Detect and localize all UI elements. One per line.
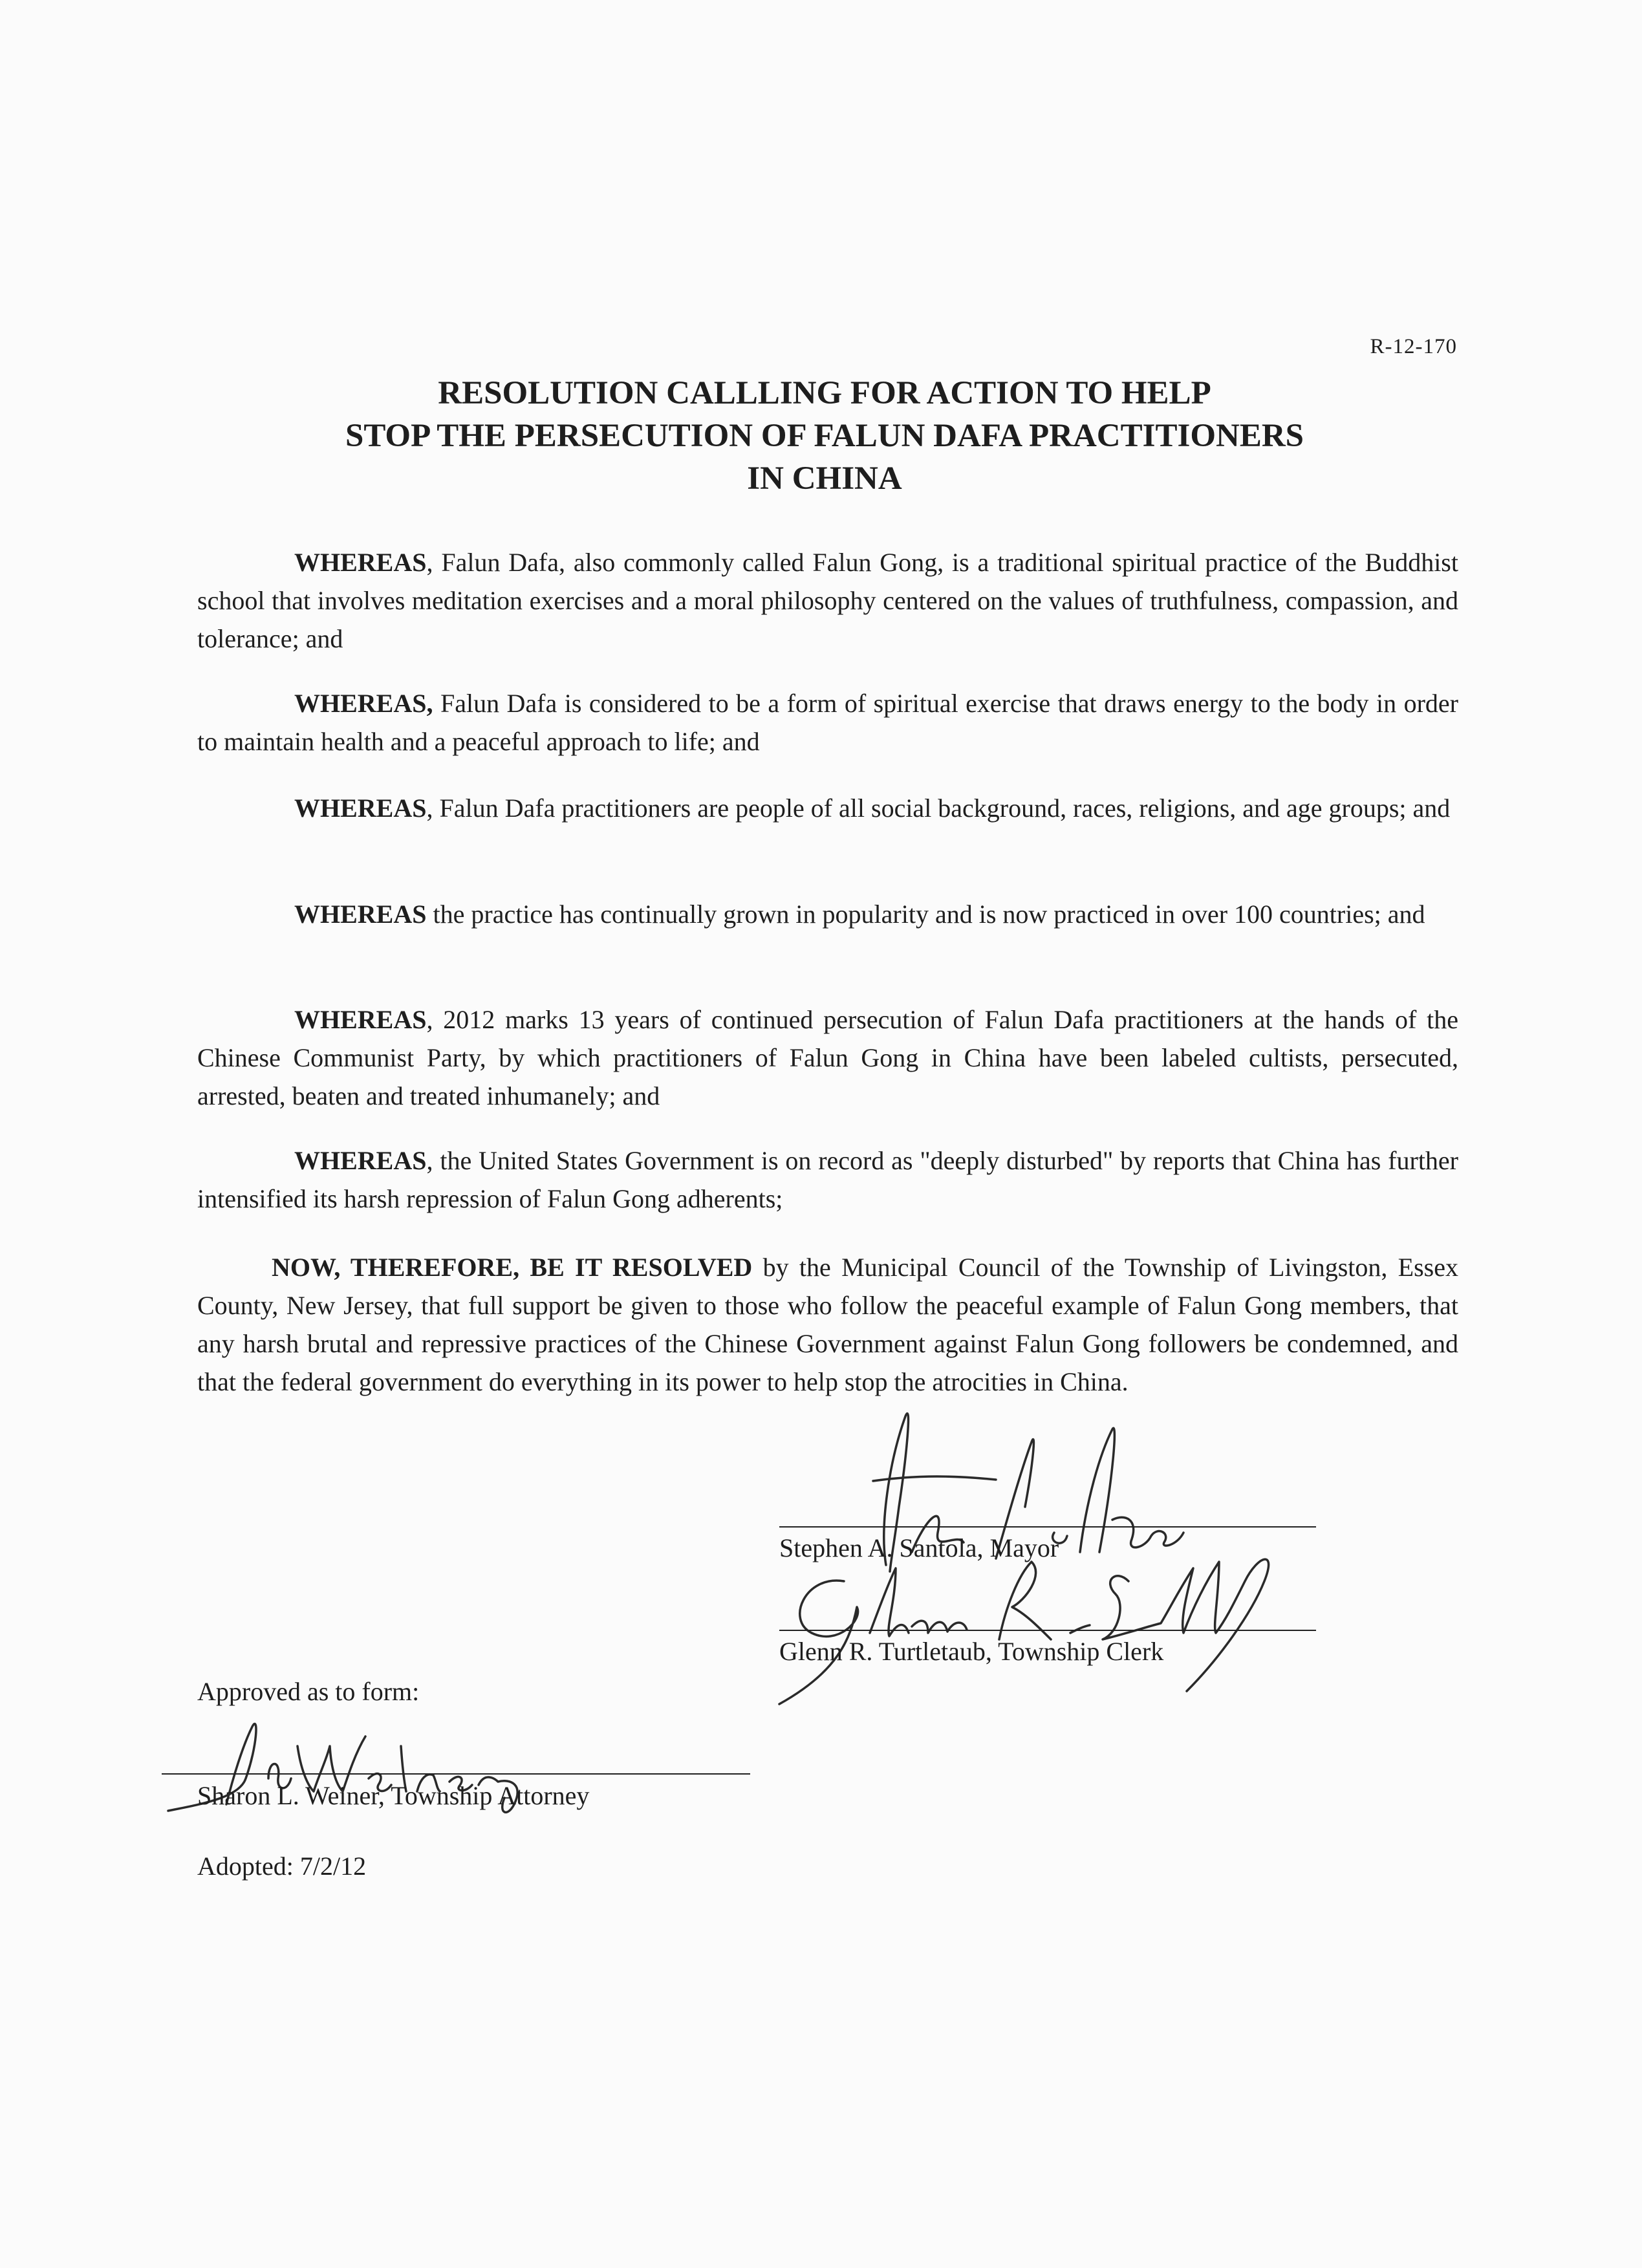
adopted-date: Adopted: 7/2/12 — [197, 1852, 367, 1881]
whereas-paragraph-1: WHEREAS, Falun Dafa, also commonly called Falun Gong, is a traditional spiritual practice of the Buddhist school that involves meditation exercises and a moral philosophy centered on the values of truthfulness, compassion, and tolerance; and — [197, 548, 1458, 653]
attorney-name: Sharon L. Weiner, Township Attorney — [197, 1781, 590, 1810]
clerk-name: Glenn R. Turtletaub, Township Clerk — [779, 1637, 1164, 1666]
title-line: IN CHINA — [747, 460, 902, 497]
whereas-paragraph-3: WHEREAS, Falun Dafa practitioners are people of all social background, races, religions, and age groups; and — [294, 794, 1451, 823]
approved-label: Approved as to form: — [197, 1677, 420, 1706]
whereas-paragraph-6: WHEREAS, the United States Government is on record as "deeply disturbed" by reports that China has further intensified its harsh repression of Falun Gong adherents; — [197, 1146, 1458, 1213]
whereas-paragraph-2: WHEREAS, Falun Dafa is considered to be a form of spiritual exercise that draws energy to the body in order to maintain health and a peaceful approach to life; and — [197, 689, 1458, 756]
resolution-title — [194, 372, 1455, 500]
title-line: STOP THE PERSECUTION OF FALUN DAFA PRACTITIONERS — [345, 418, 1304, 454]
whereas-paragraph-4: WHEREAS the practice has continually grown in popularity and is now practiced in over 100 countries; and — [294, 900, 1425, 929]
mayor-signature-line — [779, 1526, 1316, 1528]
title-line: RESOLUTION CALLLING FOR ACTION TO HELP — [438, 375, 1211, 411]
mayor-name: Stephen A. Santola, Mayor — [779, 1533, 1059, 1562]
document-number: R-12-170 — [1370, 335, 1457, 358]
clerk-signature — [766, 1542, 1284, 1711]
whereas-paragraph-5: WHEREAS, 2012 marks 13 years of continued persecution of Falun Dafa practitioners at the hands of the Chinese Communist Party, by which practitioners of Falun Gong in China have been labeled cultists, persecuted, arrested, beaten and treated inhumanely; and — [197, 1005, 1458, 1110]
attorney-signature-line — [162, 1773, 750, 1775]
resolved-paragraph: NOW, THEREFORE, BE IT RESOLVED by the Municipal Council of the Township of Livingston, Essex County, New Jersey, that full support be given to those who follow the peaceful example of Falun Gong members, that any harsh brutal and repressive practices of the Chinese Government against Falun Gong followers be condemned, and that the federal government do everything in its power to help stop the atrocities in China. — [197, 1253, 1458, 1396]
clerk-signature-line — [779, 1630, 1316, 1631]
